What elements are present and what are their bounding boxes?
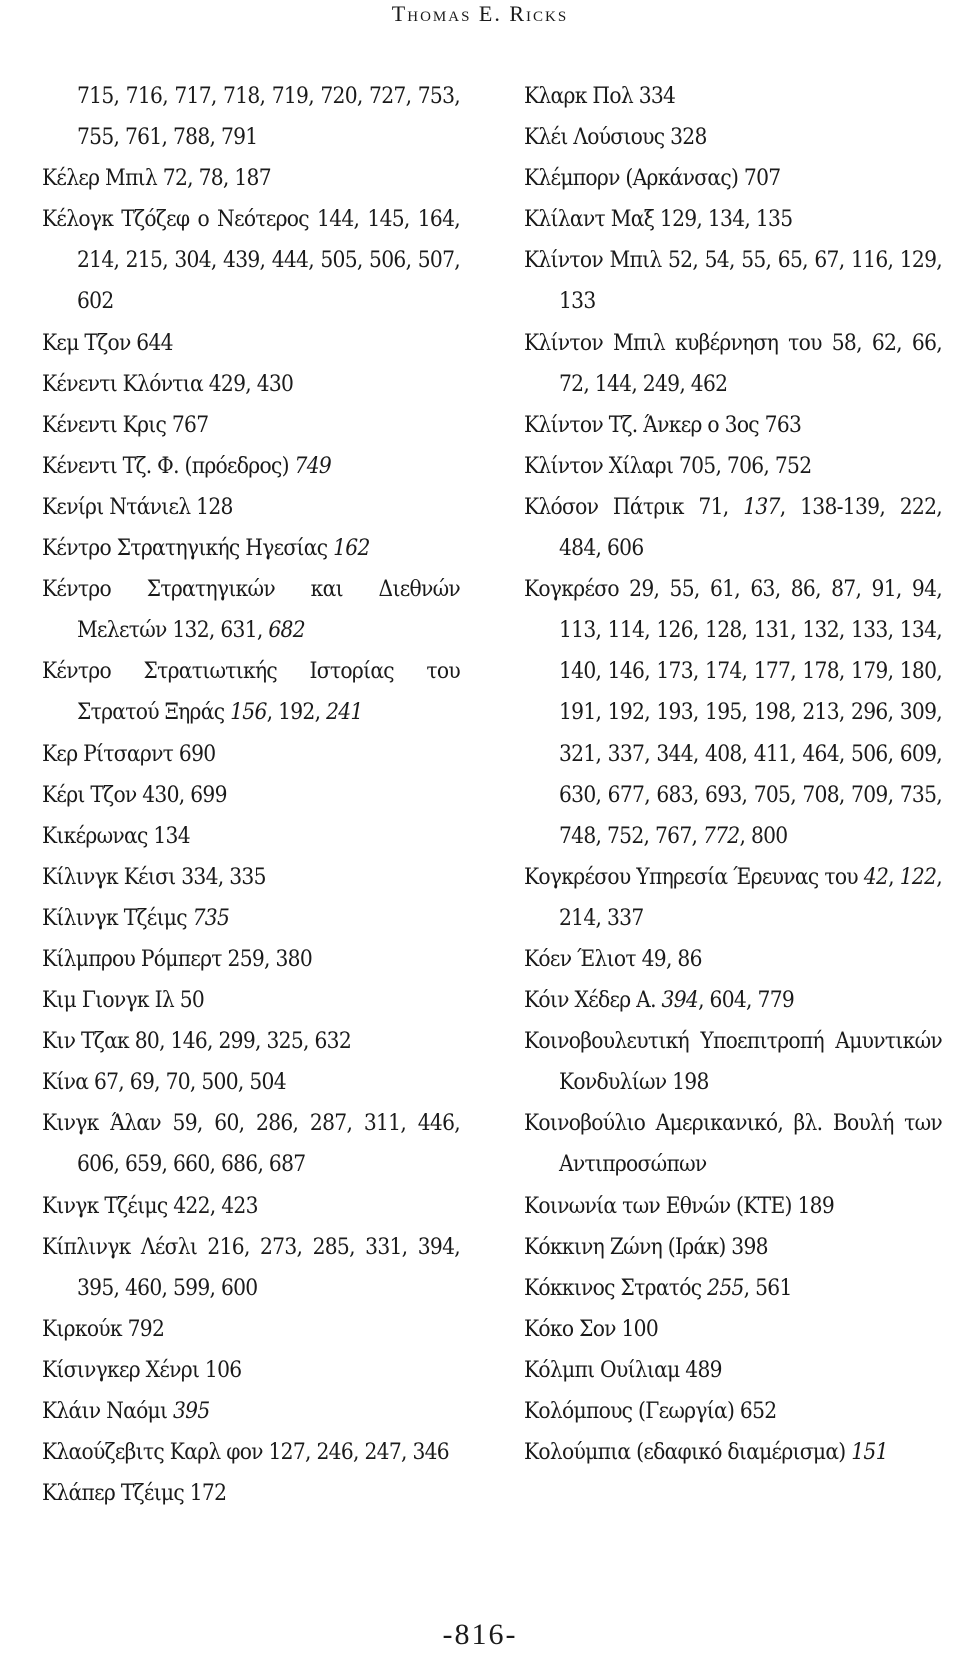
index-entry [42,1227,460,1309]
index-entry-text: 715, 716, 717, 718, 719, 720, 727, 753, 755, 761, 788, 791 [77,83,460,151]
index-entry [42,1186,460,1227]
index-entry [42,980,460,1021]
index-entry-text: Κένεντι Κρις 767 [42,411,209,438]
index-entry-text: Κλαρκ Πολ 334 [524,83,676,109]
index-entry [42,1350,460,1391]
index-entry-text: Κίνα 67, 69, 70, 500, 504 [42,1069,286,1096]
index-entry-text: Κίλμπρου Ρόμπερτ 259, 380 [42,945,313,972]
index-entry [524,446,942,487]
index-entry [524,1391,942,1432]
index-entry [42,1473,460,1514]
index-entry-text: Κλίλαντ Μαξ 129, 134, 135 [524,206,793,233]
index-entry-text: Κιμ Γιονγκ Ιλ 50 [42,987,205,1014]
index-entry-text: Κλίντον Τζ. Άνκερ ο 3ος 763 [524,411,802,438]
index-entry [524,1227,942,1268]
index-entry [524,1021,942,1103]
index-page-ref-italic: 156 [230,699,267,726]
index-page-ref-italic: 42 [863,863,889,890]
index-page-ref-italic: 122 [899,863,937,890]
index-entry-text: Κογκρέσο 29, 55, 61, 63, 86, 87, 91, 94, 113, 114, 126, 128, 131, 132, 133, 134, 140, 146, 173, 174, 177, 178, 179, 180, 191, 192, 193, 195, 198, 213, 296, 309, 321, 337, 344, 408, 411, 464, 506, 609, 630, 677, 683, 693, 705, 708, 709, 735, 748, 752, 767, [524,576,942,849]
index-page-ref-italic: 395 [172,1398,210,1424]
index-entry-text: Κόκκινη Ζώνη (Ιράκ) 398 [524,1233,768,1260]
index-entry [42,1021,460,1062]
index-entry-text: , 604, 779 [698,987,795,1014]
index-entry-text: Κοινωνία των Εθνών (ΚΤΕ) 189 [524,1192,835,1219]
index-entry [42,816,460,857]
index-entry-text: Κικέρωνας 134 [42,822,190,849]
index-entry [524,199,942,240]
index-entry-text: Κολόμπους (Γεωργία) 652 [524,1398,777,1424]
index-entry-text: Κίλινγκ Κέισι 334, 335 [42,863,266,890]
index-entry [524,117,942,158]
index-entry-text: Κέλογκ Τζόζεφ ο Νεότερος 144, 145, 164, 214, 215, 304, 439, 444, 505, 506, 507, 602 [42,206,460,315]
index-entry [42,569,460,651]
index-entry-text: , 192, [266,699,327,726]
index-page-ref-italic: 394 [661,987,699,1014]
index-entry [42,898,460,939]
index-entry-text: Κίπλινγκ Λέσλι 216, 273, 285, 331, 394, 395, 460, 599, 600 [42,1233,460,1301]
index-entry [42,1103,460,1185]
index-entry [524,487,942,569]
index-entry-text: Κεμ Τζον 644 [42,329,173,356]
index-entry [524,405,942,446]
index-entry-text: Κόλμπι Ουίλιαμ 489 [524,1356,722,1383]
index-entry-text: Κλέμπορν (Αρκάνσας) 707 [524,165,781,192]
index-page-ref-italic: 772 [702,822,740,849]
index-entry-text: Κέντρο Στρατηγικής Ηγεσίας [42,535,334,562]
index-entry-text: Κέλερ Μπιλ 72, 78, 187 [42,165,271,192]
index-columns [42,76,942,1514]
index-entry-text: Κιν Τζακ 80, 146, 299, 325, 632 [42,1028,351,1055]
index-entry [42,1309,460,1350]
index-entry [524,1432,942,1473]
index-entry [42,199,460,322]
index-entry [524,1103,942,1185]
index-entry-text: Κένεντι Κλόντια 429, 430 [42,370,294,397]
index-entry [524,323,942,405]
index-entry [524,569,942,857]
index-entry-text: Κόιν Χέδερ Α. [524,987,662,1014]
index-entry-text: Κινγκ Τζέιμς 422, 423 [42,1192,258,1219]
index-entry-text: , [888,863,900,890]
index-entry [524,158,942,199]
index-entry [42,323,460,364]
index-entry-text: Κλίντον Μπιλ 52, 54, 55, 65, 67, 116, 129, 133 [524,247,942,315]
index-entry-text: Κερ Ρίτσαρντ 690 [42,740,216,767]
index-entry [524,76,942,117]
index-entry-text: Κένεντι Τζ. Φ. (πρόεδρος) [42,452,295,479]
index-entry [524,1350,942,1391]
index-page-ref-italic: 241 [326,699,363,726]
index-entry-text: Κίλινγκ Τζέιμς [42,904,193,931]
index-entry-text: Κλέι Λούσιους 328 [524,124,707,151]
index-entry-text: , 561 [743,1274,792,1301]
index-entry-text: Κλόσον Πάτρικ 71, [524,493,744,520]
page-number: -816- [442,1618,518,1651]
index-entry [42,939,460,980]
index-entry-text: Κλάπερ Τζέιμς 172 [42,1480,227,1507]
index-entry [42,446,460,487]
index-entry-text: Κίσινγκερ Χένρι 106 [42,1356,242,1383]
index-column-left [42,76,460,1514]
index-entry [42,405,460,446]
index-entry-text: Κλαούζεβιτς Καρλ φον 127, 246, 247, 346 [42,1439,449,1466]
index-entry [42,1062,460,1103]
index-entry [42,651,460,733]
index-entry [42,487,460,528]
index-entry [42,775,460,816]
index-entry [524,240,942,322]
index-entry-text: , 138-139, 222, 484, 606 [559,493,942,562]
index-entry-text: Κλίντον Μπιλ κυβέρνηση του 58, 62, 66, 72, 144, 249, 462 [524,329,942,397]
index-entry [42,857,460,898]
index-entry-text: Κενίρι Ντάνιελ 128 [42,493,233,520]
index-entry-text: Κόκο Σον 100 [524,1315,659,1342]
index-entry [42,528,460,569]
index-entry-text: Κλάιν Ναόμι [42,1398,173,1424]
index-page-ref-italic: 162 [333,535,370,562]
index-entry-text: Κέντρο Στρατιωτικής Ιστορίας του Στρατού Ξηράς [42,658,460,726]
index-entry-text: Κλίντον Χίλαρι 705, 706, 752 [524,452,812,479]
index-entry [42,364,460,405]
index-entry [42,1432,460,1473]
index-entry [42,158,460,199]
index-entry-text: Κόεν Έλιοτ 49, 86 [524,945,702,972]
index-column-right [524,76,942,1514]
index-page-ref-italic: 137 [743,493,780,520]
index-entry [42,76,460,158]
index-entry-text: Κέντρο Στρατηγικών και Διεθνών Μελετών 132, 631, [42,576,460,644]
index-page-ref-italic: 682 [268,617,305,644]
index-page-ref-italic: 255 [707,1274,744,1301]
index-entry-text: Κοινοβουλευτική Υποεπιτροπή Αμυντικών Κονδυλίων 198 [524,1028,942,1096]
index-entry-text: Κόκκινος Στρατός [524,1274,708,1301]
index-entry-text: Κολούμπια (εδαφικό διαμέρισμα) [524,1439,852,1466]
index-entry [524,980,942,1021]
index-entry [524,1309,942,1350]
index-entry-text: Κινγκ Άλαν 59, 60, 286, 287, 311, 446, 606, 659, 660, 686, 687 [42,1110,460,1178]
index-entry-text: , 800 [739,822,788,849]
index-entry [524,939,942,980]
index-entry-text: , 214, 337 [559,863,942,931]
running-head: Thomas E. Ricks [391,1,569,26]
index-page-ref-italic: 151 [851,1439,888,1466]
index-entry-text: Κιρκούκ 792 [42,1315,165,1342]
index-entry [524,1186,942,1227]
index-page-ref-italic: 735 [192,904,230,931]
index-entry-text: Κοινοβούλιο Αμερικανικό, βλ. Βουλή των Αντιπροσώπων [524,1110,942,1178]
index-entry-text: Κογκρέσου Υπηρεσία Έρευνας του [524,863,864,890]
index-entry [524,1268,942,1309]
index-entry [42,1391,460,1432]
index-entry [42,734,460,775]
index-page-ref-italic: 749 [294,452,332,479]
index-entry [524,857,942,939]
index-entry-text: Κέρι Τζον 430, 699 [42,781,227,808]
